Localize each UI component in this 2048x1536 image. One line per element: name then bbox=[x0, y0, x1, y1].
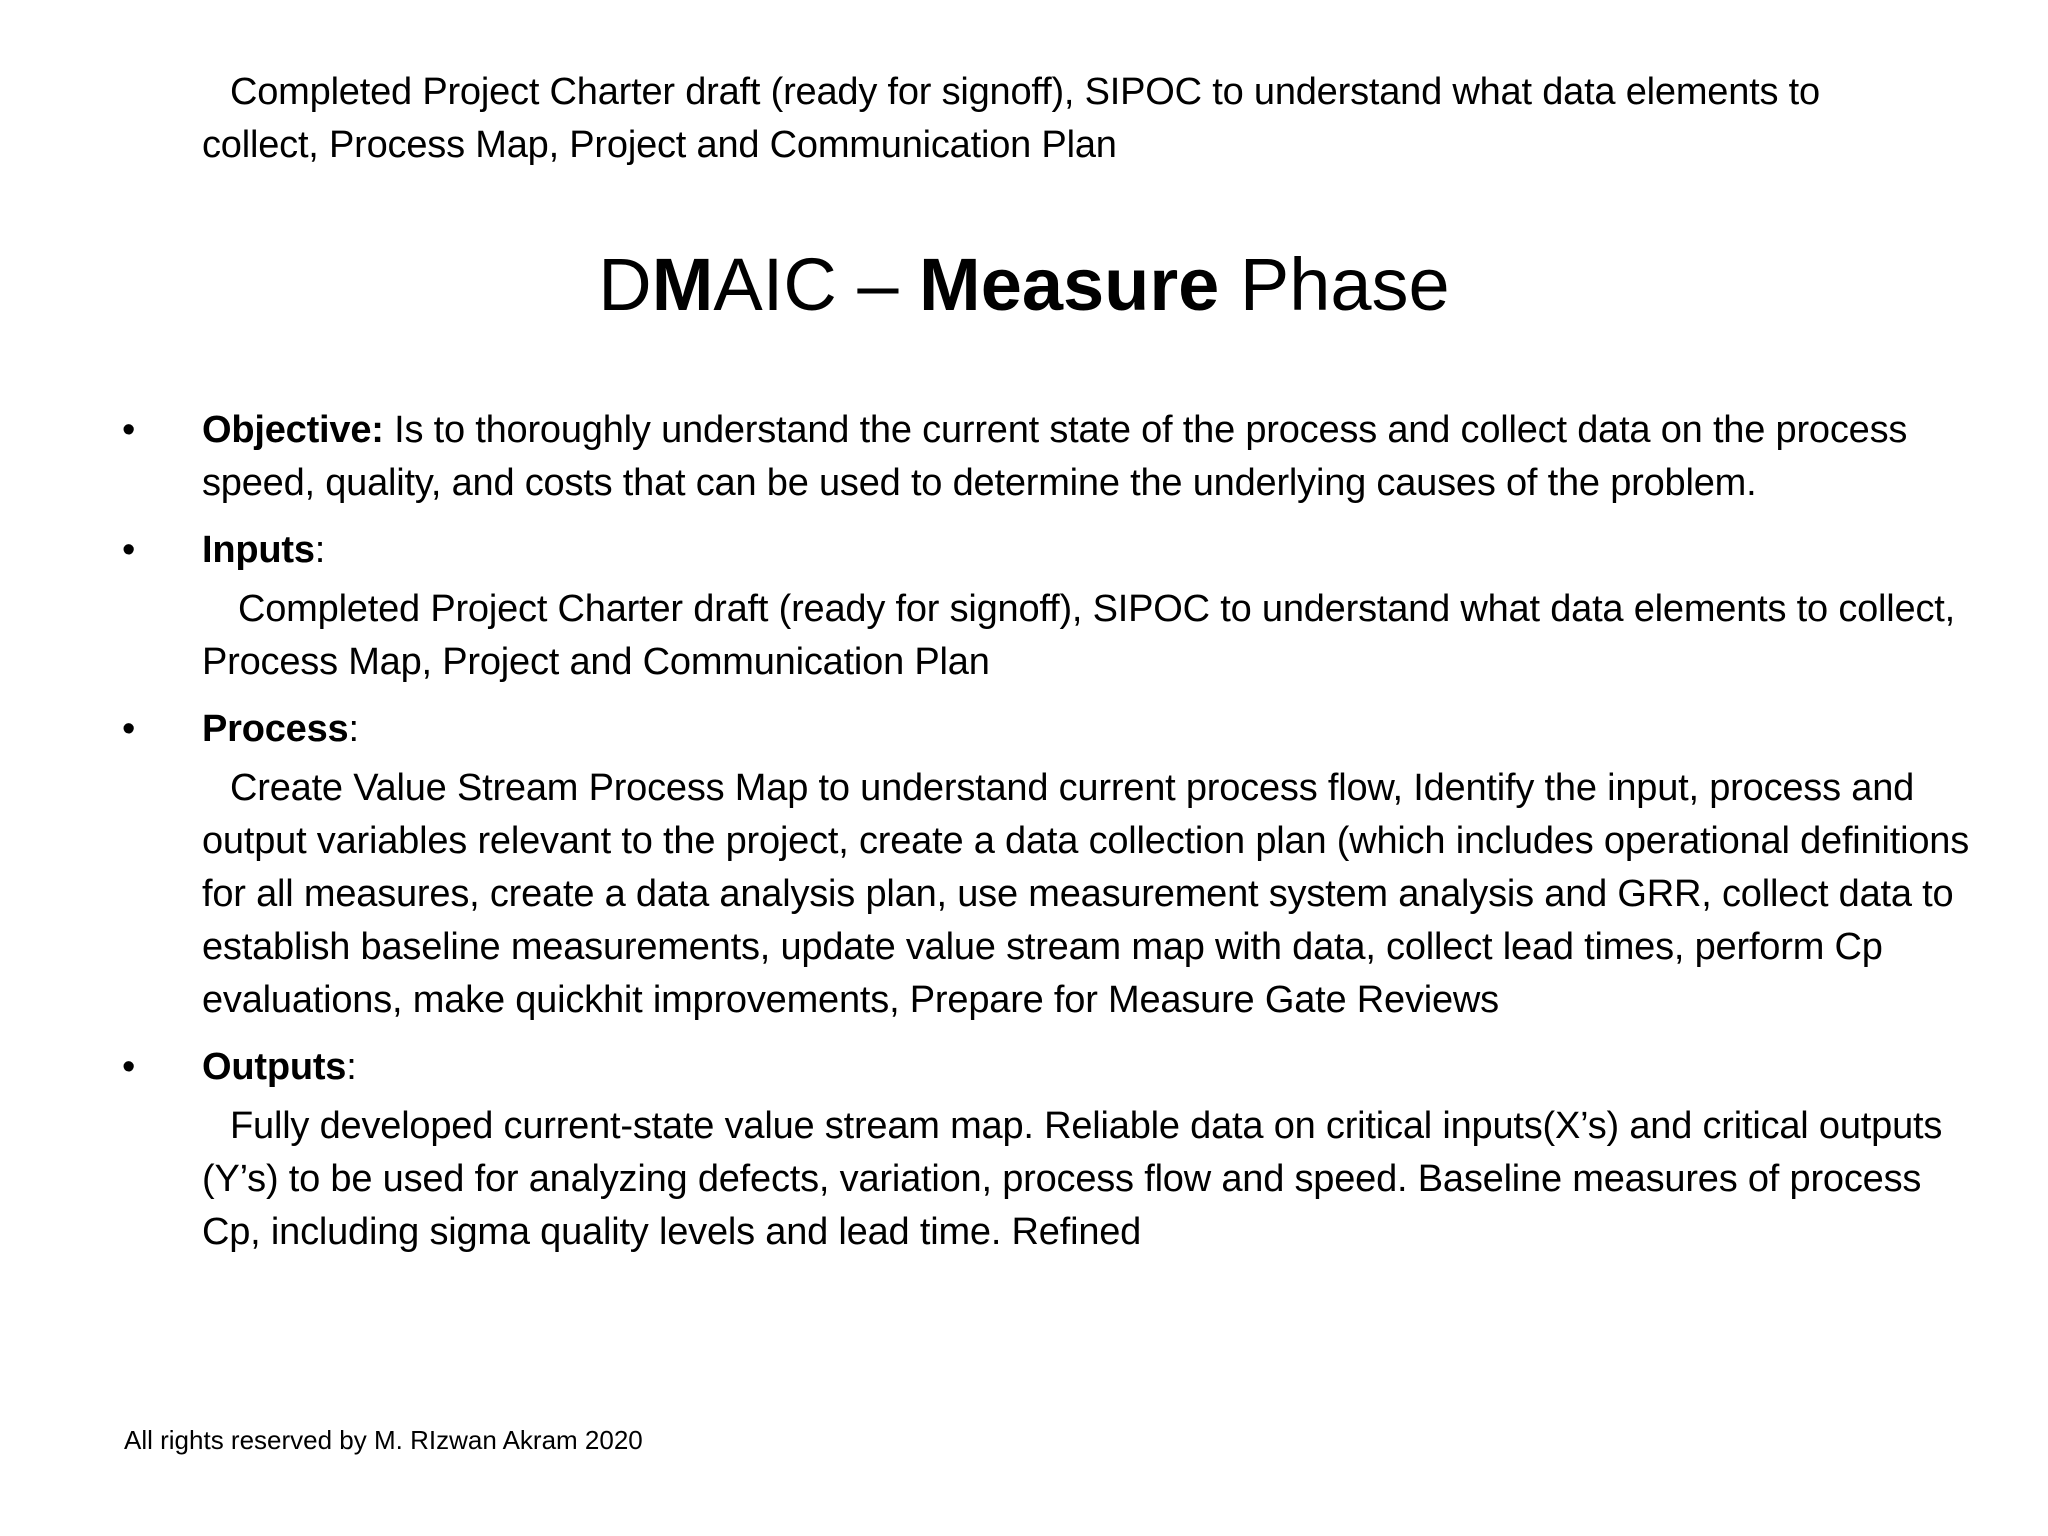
title-phase: Phase bbox=[1219, 243, 1450, 326]
process-label-line bbox=[202, 703, 1988, 756]
inputs-label-colon: : bbox=[314, 529, 326, 571]
phase-details-list bbox=[0, 404, 2048, 1259]
objective-label: Objective: bbox=[202, 409, 384, 451]
process-label-colon: : bbox=[348, 708, 359, 750]
objective-text: Is to thoroughly understand the current state of the process and collect data on the process speed, quality, and costs that can be used to determine the underlying causes of the problem. bbox=[202, 409, 1908, 504]
bullet-inputs bbox=[0, 524, 2048, 689]
copyright-footer: All rights reserved by M. RIzwan Akram 2020 bbox=[124, 1425, 643, 1455]
title-letter-d: D bbox=[598, 243, 652, 326]
inputs-label-line bbox=[202, 524, 1988, 577]
bullet-objective bbox=[0, 404, 2048, 510]
bullet-dot: • bbox=[122, 409, 136, 451]
outputs-label: Outputs bbox=[202, 1046, 347, 1088]
title-letter-m-bold: M bbox=[651, 243, 714, 326]
outputs-label-line bbox=[202, 1041, 1988, 1094]
bullet-dot: • bbox=[122, 529, 136, 571]
inputs-label: Inputs bbox=[202, 529, 315, 571]
bullet-outputs bbox=[0, 1041, 2048, 1259]
outputs-text: Fully developed current-state value stream map. Reliable data on critical inputs(X’s) and critical outputs (Y’s) to be used for analyzing defects, variation, process flow and speed. Baseline measures of process Cp, including sigma quality levels and lead time. Refined bbox=[202, 1105, 1943, 1253]
process-label: Process bbox=[202, 708, 349, 750]
outputs-label-colon: : bbox=[346, 1046, 357, 1088]
bullet-dot: • bbox=[122, 1046, 136, 1088]
inputs-text: Completed Project Charter draft (ready for signoff), SIPOC to understand what data elements to collect, Process Map, Project and Communication Plan bbox=[202, 588, 1955, 683]
carryover-inputs-paragraph: Completed Project Charter draft (ready for signoff), SIPOC to understand what data elements to collect, Process Map, Project and Communication Plan bbox=[202, 71, 1820, 166]
objective-text-block bbox=[202, 404, 1988, 510]
title-measure-bold: Measure bbox=[919, 243, 1220, 326]
slide-title bbox=[0, 240, 2048, 330]
title-letters-aic: AIC – bbox=[713, 243, 920, 326]
bullet-dot: • bbox=[122, 708, 136, 750]
bullet-process bbox=[0, 703, 2048, 1027]
process-text: Create Value Stream Process Map to understand current process flow, Identify the input, process and output variables relevant to the project, create a data collection plan (which includes operational definitions for all measures, create a data analysis plan, use measurement system analysis and GRR, collect data to establish baseline measurements, update value stream map with data, collect lead times, perform Cp evaluations, make quickhit improvements, Prepare for Measure Gate Reviews bbox=[202, 767, 1969, 1021]
